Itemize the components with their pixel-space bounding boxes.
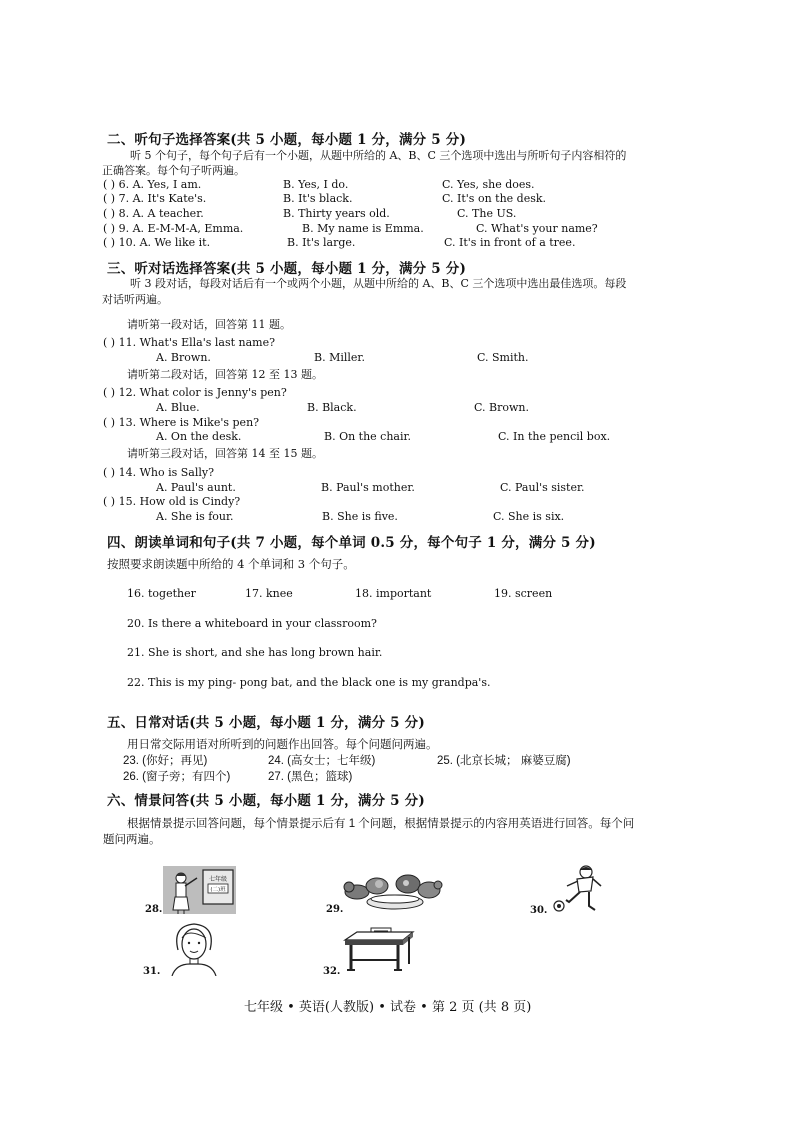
q14-option-c: C. Paul's sister. xyxy=(500,481,585,494)
word-16: 16. together xyxy=(127,587,196,600)
picture-28-label: 28. xyxy=(145,904,163,915)
picture-32-label: 32. xyxy=(323,966,341,977)
sentence-21: 21. She is short, and she has long brown hair. xyxy=(127,646,383,659)
q13-option-c: C. In the pencil box. xyxy=(498,430,611,443)
section-3-intro: 听 3 段对话，每段对话后有一个或两个小题，从题中所给的 A、B、C 三个选项中选出最佳选项。每段 xyxy=(130,277,627,290)
picture-30-illustration xyxy=(553,864,603,914)
section-2-intro-cont: 正确答案。每个句子听两遍。 xyxy=(102,164,245,177)
dialog-1-instruction: 请听第一段对话，回答第 11 题。 xyxy=(127,318,291,331)
section-5-title: 五、日常对话(共 5 小题，每小题 1 分，满分 5 分) xyxy=(107,715,425,731)
item-27: 27. (黑色；篮球) xyxy=(268,771,353,783)
q9-option-b: B. My name is Emma. xyxy=(302,222,424,235)
sign-text-line-1: 七年级 xyxy=(208,876,228,883)
word-18: 18. important xyxy=(355,587,432,600)
picture-29-illustration xyxy=(343,868,443,912)
sentence-20: 20. Is there a whiteboard in your classroom? xyxy=(127,617,377,630)
q6: ( ) 6. A. Yes, I am. xyxy=(103,178,202,191)
page-footer: 七年级 • 英语(人教版) • 试卷 • 第 2 页 (共 8 页) xyxy=(244,1000,532,1015)
q8: ( ) 8. A. A teacher. xyxy=(103,207,204,220)
q8-option-b: B. Thirty years old. xyxy=(283,207,390,220)
q11-option-c: C. Smith. xyxy=(477,351,529,364)
q7: ( ) 7. A. It's Kate's. xyxy=(103,192,207,205)
section-4-title: 四、朗读单词和句子(共 7 小题，每个单词 0.5 分，每个句子 1 分，满分 5 分) xyxy=(107,535,596,551)
q15: ( ) 15. How old is Cindy? xyxy=(103,495,241,508)
q15-option-b: B. She is five. xyxy=(322,510,398,523)
word-19: 19. screen xyxy=(494,587,553,600)
item-26: 26. (窗子旁；有四个) xyxy=(123,771,231,783)
q11-option-a: A. Brown. xyxy=(156,351,211,364)
q11-option-b: B. Miller. xyxy=(314,351,365,364)
picture-31-illustration xyxy=(168,920,220,976)
q9: ( ) 9. A. E-M-M-A, Emma. xyxy=(103,222,244,235)
q7-option-b: B. It's black. xyxy=(283,192,353,205)
q15-option-a: A. She is four. xyxy=(156,510,234,523)
item-24: 24. (高女士；七年级) xyxy=(268,755,376,767)
q12-option-c: C. Brown. xyxy=(474,401,529,414)
q14-option-b: B. Paul's mother. xyxy=(321,481,415,494)
word-17: 17. knee xyxy=(245,587,293,600)
picture-28-illustration xyxy=(163,866,236,914)
q10: ( ) 10. A. We like it. xyxy=(103,236,211,249)
q13-option-a: A. On the desk. xyxy=(156,430,242,443)
q13-option-b: B. On the chair. xyxy=(324,430,412,443)
section-6-title: 六、情景问答(共 5 小题，每小题 1 分，满分 5 分) xyxy=(107,793,425,809)
q15-option-c: C. She is six. xyxy=(493,510,565,523)
section-4-intro: 按照要求朗读题中所给的 4 个单词和 3 个句子。 xyxy=(107,557,355,571)
section-2-title: 二、听句子选择答案(共 5 小题，每小题 1 分，满分 5 分) xyxy=(107,132,467,148)
q14: ( ) 14. Who is Sally? xyxy=(103,466,214,479)
section-6-intro: 根据情景提示回答问题，每个情景提示后有 1 个问题，根据情景提示的内容用英语进行回答。每个问 xyxy=(127,818,635,830)
section-3-intro-cont: 对话听两遍。 xyxy=(102,293,168,306)
picture-32-illustration xyxy=(343,926,415,976)
dialog-2-instruction: 请听第二段对话，回答第 12 至 13 题。 xyxy=(127,368,323,381)
picture-31-label: 31. xyxy=(143,966,161,977)
item-23: 23. (你好；再见) xyxy=(123,755,208,767)
section-3-title: 三、听对话选择答案(共 5 小题，每小题 1 分，满分 5 分) xyxy=(107,261,467,277)
q7-option-c: C. It's on the desk. xyxy=(442,192,547,205)
picture-29-label: 29. xyxy=(326,904,344,915)
picture-30-label: 30. xyxy=(530,905,548,916)
q12-option-a: A. Blue. xyxy=(156,401,200,414)
q13: ( ) 13. Where is Mike's pen? xyxy=(103,416,260,429)
q11: ( ) 11. What's Ella's last name? xyxy=(103,336,276,349)
q10-option-c: C. It's in front of a tree. xyxy=(444,236,576,249)
section-6-intro-cont: 题问两遍。 xyxy=(103,834,161,846)
q10-option-b: B. It's large. xyxy=(287,236,356,249)
q8-option-c: C. The US. xyxy=(457,207,517,220)
dialog-3-instruction: 请听第三段对话，回答第 14 至 15 题。 xyxy=(127,447,323,460)
q12: ( ) 12. What color is Jenny's pen? xyxy=(103,386,287,399)
section-5-intro: 用日常交际用语对所听到的问题作出回答。每个问题问两遍。 xyxy=(127,739,438,751)
q9-option-c: C. What's your name? xyxy=(476,222,598,235)
q6-option-c: C. Yes, she does. xyxy=(442,178,535,191)
q6-option-b: B. Yes, I do. xyxy=(283,178,349,191)
sign-text-line-2: (二)班 xyxy=(210,887,226,893)
section-2-intro: 听 5 个句子，每个句子后有一个小题，从题中所给的 A、B、C 三个选项中选出与所听句子内容相符的 xyxy=(130,149,627,162)
q14-option-a: A. Paul's aunt. xyxy=(156,481,236,494)
sentence-22: 22. This is my ping- pong bat, and the black one is my grandpa's. xyxy=(127,676,491,689)
q12-option-b: B. Black. xyxy=(307,401,357,414)
item-25: 25. (北京长城； 麻婆豆腐) xyxy=(437,755,571,767)
